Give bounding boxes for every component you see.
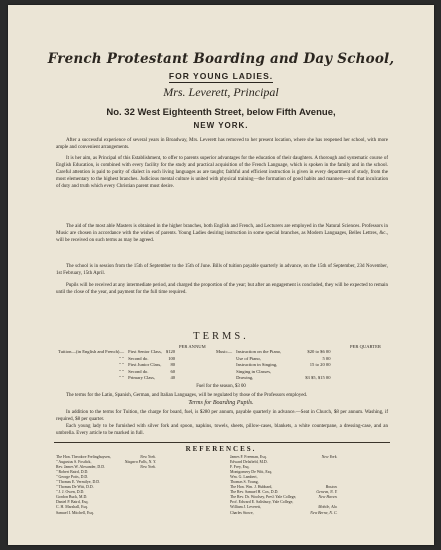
reference-name: Montgomery De Witt, Esq. xyxy=(230,470,273,475)
reference-name: Gordon Buck, M.D. xyxy=(56,495,88,500)
table-row xyxy=(56,356,177,363)
tuition-label: " " xyxy=(119,355,125,361)
music-amount: 5 00 xyxy=(322,355,331,361)
boarding-heading: Terms for Boarding Pupils. xyxy=(188,400,254,406)
tuition-amount: 60 xyxy=(170,368,176,374)
principal-signature: Mrs. Leverett, Principal xyxy=(163,85,279,99)
table-row xyxy=(56,369,177,376)
paragraph-intro: After a successful experience of several years in Broadway, Mrs. Leverett has removed to her present location, where she has reopened her school, with more ample and convenient arrangements. xyxy=(56,138,388,151)
reference-place: New York. xyxy=(140,455,156,459)
terms-heading: TERMS. xyxy=(193,331,249,342)
table-row xyxy=(214,375,333,382)
references-right-list xyxy=(230,455,338,516)
references-left-list xyxy=(56,455,156,516)
reference-name: The Rev. Samuel H. Cox, D.D. xyxy=(230,490,279,495)
music-table xyxy=(214,349,333,382)
reference-name: James F. Freeman, Esq. xyxy=(230,455,267,459)
music-item: Drawing, xyxy=(236,375,254,381)
music-label xyxy=(214,375,234,382)
music-item: Instruction in Singing, xyxy=(236,362,278,368)
music-label: Music— xyxy=(216,349,233,354)
reference-place: New York. xyxy=(321,455,338,459)
school-address: No. 32 West Eighteenth Street, below Fifth Avenue, xyxy=(106,107,336,118)
tuition-class: Primary Class, xyxy=(128,375,156,381)
school-city: NEW YORK. xyxy=(193,121,249,130)
music-amount: $3 $5, $15 00 xyxy=(305,375,331,381)
reference-name: " Thomas De Witt, D.D. xyxy=(56,485,94,490)
references-heading: REFERENCES. xyxy=(185,445,257,453)
reference-name: William J. Leverett, xyxy=(230,505,261,510)
music-amount: 15 to 20 00 xyxy=(309,362,331,368)
per-annum-label: PER ANNUM xyxy=(179,344,206,349)
reference-place: Geneva, N. Y. xyxy=(316,490,338,495)
reference-name: The Hon. Wm. J. Hubbard, xyxy=(230,485,273,490)
tuition-amount: 100 xyxy=(168,355,176,361)
school-title: French Protestant Boarding and Day School, xyxy=(47,51,395,67)
tuition-label: Tuition—(in English and French)— xyxy=(58,349,125,354)
reference-place: Niagara Falls, N. Y. xyxy=(124,460,156,465)
reference-name: Wm. G. Lambert, xyxy=(230,475,258,480)
per-quarter-label: PER QUARTER xyxy=(350,344,381,349)
reference-name: Charles Stowe, xyxy=(230,510,254,515)
fuel-note: Fuel for the season, $3 00 xyxy=(196,384,246,389)
reference-name: " Thomas E. Vermilye, D.D. xyxy=(56,480,101,485)
reference-name: " Robert Baird, D.D. xyxy=(56,470,89,475)
reference-place: New York. xyxy=(140,465,156,470)
boarding-paragraph-2: Each young lady to be furnished with silver fork and spoon, napkins, towels, sheets, pillow-cases, blankets, a white counterpane, a dressing-case, and an umbrella. Every article to be marked in full. xyxy=(56,424,388,437)
tuition-class: First Junior Class, xyxy=(128,362,162,368)
reference-name: Thomas S. Young, xyxy=(230,480,259,485)
reference-name: Daniel P. Baird, Esq. xyxy=(56,500,89,505)
school-subtitle xyxy=(8,71,434,81)
reference-place: Boston. xyxy=(325,485,338,490)
tuition-amount: 80 xyxy=(170,362,176,368)
paragraph-aim: It is her aim, as Principal of this Establishment, to offer to parents superior advantages for the education of their daughters. A thorough and systematic course of English Education, is combined with every facility for the study and practical acquisition of the French Language, which is spoken in the family and in the school. Careful attention is paid to purity of dialect in each living languages as are taught; faithful and efficient instruction is given in every department of study, from the most elementary to the highest branches. Judicious mental culture is united with physical training—the formation of good habits and manners—and that inculcation of duty and truth which every Christian parent must desire. xyxy=(56,156,388,190)
music-item: Singing in Classes, xyxy=(236,368,272,374)
tuition-amount: 40 xyxy=(170,375,176,381)
tuition-label: " " xyxy=(119,368,125,374)
tuition-amount: $120 xyxy=(165,349,176,354)
table-row xyxy=(56,375,177,382)
music-label xyxy=(214,369,234,376)
languages-note: The terms for the Latin, Spanish, German, and Italian Languages, will be regulated by those of the Professors employed. xyxy=(66,393,308,398)
reference-name: The Hon. Theodore Frelinghuysen, xyxy=(56,455,111,459)
divider xyxy=(54,442,390,443)
table-row xyxy=(214,356,333,363)
reference-name: C. H. Marshall, Esq. xyxy=(56,505,88,510)
reference-place: New Berne, N. C. xyxy=(310,510,338,515)
reference-name: Samuel I. Mitchell, Esq. xyxy=(56,510,94,515)
table-row xyxy=(214,369,333,376)
reference-name: " Augustus S. Fosdick, xyxy=(56,460,92,465)
music-amount xyxy=(283,369,332,376)
music-item: Use of Piano, xyxy=(236,355,261,361)
table-row xyxy=(56,349,177,356)
list-item xyxy=(56,511,156,516)
document-page xyxy=(8,5,434,545)
tuition-table xyxy=(56,349,177,382)
music-label xyxy=(214,356,234,363)
music-item: Instruction on the Piano, xyxy=(236,349,282,354)
tuition-class: Second do. xyxy=(128,368,149,374)
reference-name: The Rev. Dr. Woolsey, Pres't Yale College, xyxy=(230,495,297,500)
reference-name: " George Potts, D.D. xyxy=(56,475,89,480)
table-row xyxy=(56,362,177,369)
reference-place: New Haven. xyxy=(318,495,338,500)
music-amount: $20 to $6 00 xyxy=(307,349,331,354)
paragraph-session: The school is in session from the 15th of September to the 15th of June. Bills of tuition payable quarterly in advance, on the 15th of September, 23d November, 1st February, 15th April. xyxy=(56,264,388,277)
boarding-paragraph-1: In addition to the terms for Tuition, the charge for board, fuel, is $280 per annum, payable quarterly in advance.—Seat in Church, $8 per annum. Washing, if required, $8 per quarter. xyxy=(56,410,388,423)
tuition-class: First Senior Class, xyxy=(128,349,162,354)
reference-name: Rev. James W. Alexander, D.D. xyxy=(56,465,105,470)
tuition-label: " " xyxy=(119,375,125,381)
music-label xyxy=(214,362,234,369)
school-subtitle-text: FOR YOUNG LADIES. xyxy=(168,71,274,81)
reference-place: Mobile, Ala. xyxy=(318,505,338,510)
list-item xyxy=(230,511,338,516)
table-row xyxy=(214,349,333,356)
paragraph-masters: The aid of the most able Masters is obtained in the higher branches, both English and French, and Lecturers are employed in the Natural Sciences. Professors in Music are chosen in accordance with the wishes of parents. Young Ladies desiring instruction in some special branches, as Modern Languages, Belles Lettres, &c., will be received on such terms as may be agreed. xyxy=(56,224,388,244)
reference-place xyxy=(111,511,156,516)
reference-name: " J. J. Owen, D.D. xyxy=(56,490,85,495)
tuition-label: " " xyxy=(119,362,125,368)
reference-name: Prof. Edward E. Salisbury, Yale College, xyxy=(230,500,294,505)
reference-name: F. Frey, Esq. xyxy=(230,465,250,470)
paragraph-pupils: Pupils will be received at any intermediate period, and charged the proportion of the year; but after an engagement is concluded, they will be expected to remain until the close of the year, and payment for the full time required. xyxy=(56,283,388,296)
tuition-class: Second do. xyxy=(128,355,149,361)
reference-name: Edward Delafield, M.D. xyxy=(230,460,268,465)
table-row xyxy=(214,362,333,369)
